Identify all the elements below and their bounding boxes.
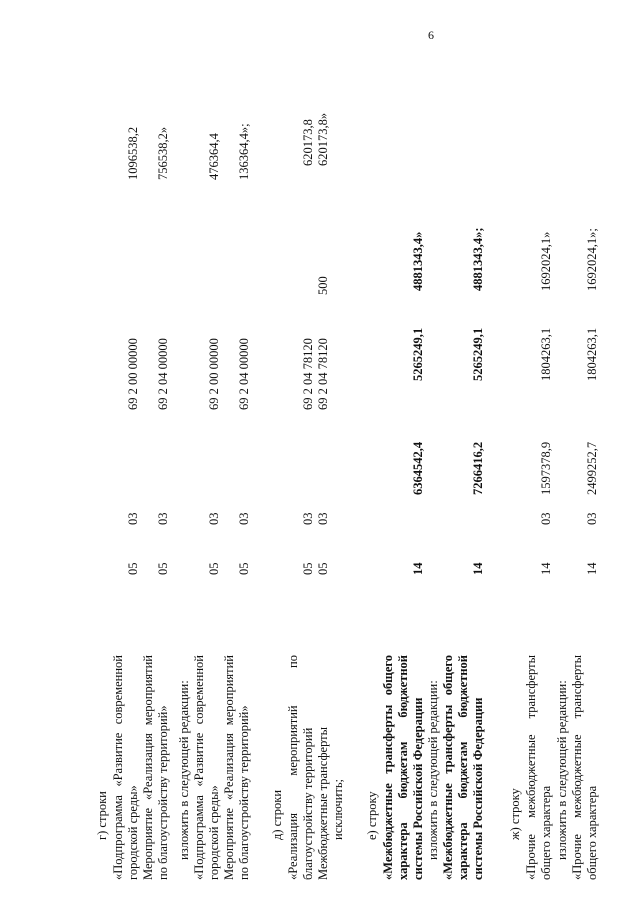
g-new-row2-text: Мероприятие «Реализация мероприятий по благоустройству территорий» <box>222 655 251 880</box>
zh-new-row-text: «Прочие межбюджетные трансферты общего характера <box>570 655 599 880</box>
d-row2-sum: 620173,8» <box>316 112 330 166</box>
zh-new-row-sum2: 1804263,1 <box>585 327 599 381</box>
g-row1-rz: 05 <box>126 562 140 575</box>
e-new-row-rz: 14 <box>471 562 485 575</box>
zh-row-rz: 14 <box>539 562 553 575</box>
g-new-row2-rz: 05 <box>237 562 251 575</box>
rotated-table <box>20 20 620 880</box>
e-new-row-sum1: 7266416,2 <box>471 441 485 495</box>
g-row1-text: «Подпрограмма «Развитие современной городской среды» <box>111 655 140 880</box>
e-new-row-sum3: 4881343,4»; <box>471 227 485 291</box>
zh-row-text: «Прочие межбюджетные трансферты общего характера <box>524 655 553 880</box>
e-new-row-text: «Межбюджетные трансферты общего характера бюджетам бюджетной системы Российской Федерации <box>441 655 485 880</box>
e-row-text: «Межбюджетные трансферты общего характера бюджетам бюджетной системы Российской Федерации <box>381 655 425 880</box>
zh-new-row-sum3: 1692024,1»; <box>585 228 599 291</box>
d-row2-vr: 500 <box>316 276 330 295</box>
e-row-sum3: 4881343,4» <box>411 231 425 291</box>
e-row-sum1: 6364542,4 <box>411 441 425 495</box>
section-e-heading: е) строку <box>365 791 379 840</box>
e-new-row-sum2: 5265249,1 <box>471 327 485 381</box>
g-row1-sum: 1096538,2 <box>126 126 140 180</box>
d-row2-pr: 03 <box>316 512 330 525</box>
zh-new-row-rz: 14 <box>585 562 599 575</box>
g-new-row1-pr: 03 <box>207 512 221 525</box>
e-row-rz: 14 <box>411 562 425 575</box>
zh-replace-label: изложить в следующей редакции: <box>555 680 569 860</box>
d-row1-pr: 03 <box>301 512 315 525</box>
section-zh-heading: ж) строку <box>508 788 522 840</box>
d-row1-text: «Реализация мероприятий по благоустройству территорий <box>286 655 315 880</box>
g-new-row1-csr: 69 2 00 00000 <box>207 338 221 410</box>
d-row1-sum: 620173,8 <box>301 119 315 166</box>
g-new-row2-sum: 136364,4»; <box>237 123 251 180</box>
d-exclude-label: исключить; <box>331 778 345 840</box>
zh-new-row-sum1: 2499252,7 <box>585 441 599 495</box>
g-new-row1-sum: 476364,4 <box>207 133 221 180</box>
d-row1-csr: 69 2 04 78120 <box>301 338 315 410</box>
g-row1-pr: 03 <box>126 512 140 525</box>
page-number: 6 <box>428 28 434 42</box>
zh-row-sum1: 1597378,9 <box>539 441 553 495</box>
g-row2-sum: 756538,2» <box>156 126 170 180</box>
section-d-heading: д) строки <box>270 789 284 840</box>
g-row2-rz: 05 <box>156 562 170 575</box>
g-new-row1-rz: 05 <box>207 562 221 575</box>
e-replace-label: изложить в следующей редакции: <box>426 680 440 860</box>
g-new-row2-pr: 03 <box>237 512 251 525</box>
g-new-row2-csr: 69 2 04 00000 <box>237 338 251 410</box>
g-row2-csr: 69 2 04 00000 <box>156 338 170 410</box>
g-new-row1-text: «Подпрограмма «Развитие современной городской среды» <box>192 655 221 880</box>
g-row2-text: Мероприятие «Реализация мероприятий по благоустройству территорий» <box>141 655 170 880</box>
zh-new-row-pr: 03 <box>585 512 599 525</box>
zh-row-sum2: 1804263,1 <box>539 327 553 381</box>
d-row1-rz: 05 <box>301 562 315 575</box>
g-row1-csr: 69 2 00 00000 <box>126 338 140 410</box>
d-row2-csr: 69 2 04 78120 <box>316 338 330 410</box>
g-replace-label: изложить в следующей редакции: <box>177 680 191 860</box>
zh-row-pr: 03 <box>539 512 553 525</box>
d-row2-text: Межбюджетные трансферты <box>316 726 330 880</box>
e-row-sum2: 5265249,1 <box>411 327 425 381</box>
g-row2-pr: 03 <box>156 512 170 525</box>
d-row2-rz: 05 <box>316 562 330 575</box>
section-g-heading: г) строки <box>95 791 109 840</box>
zh-row-sum3: 1692024,1» <box>539 231 553 291</box>
